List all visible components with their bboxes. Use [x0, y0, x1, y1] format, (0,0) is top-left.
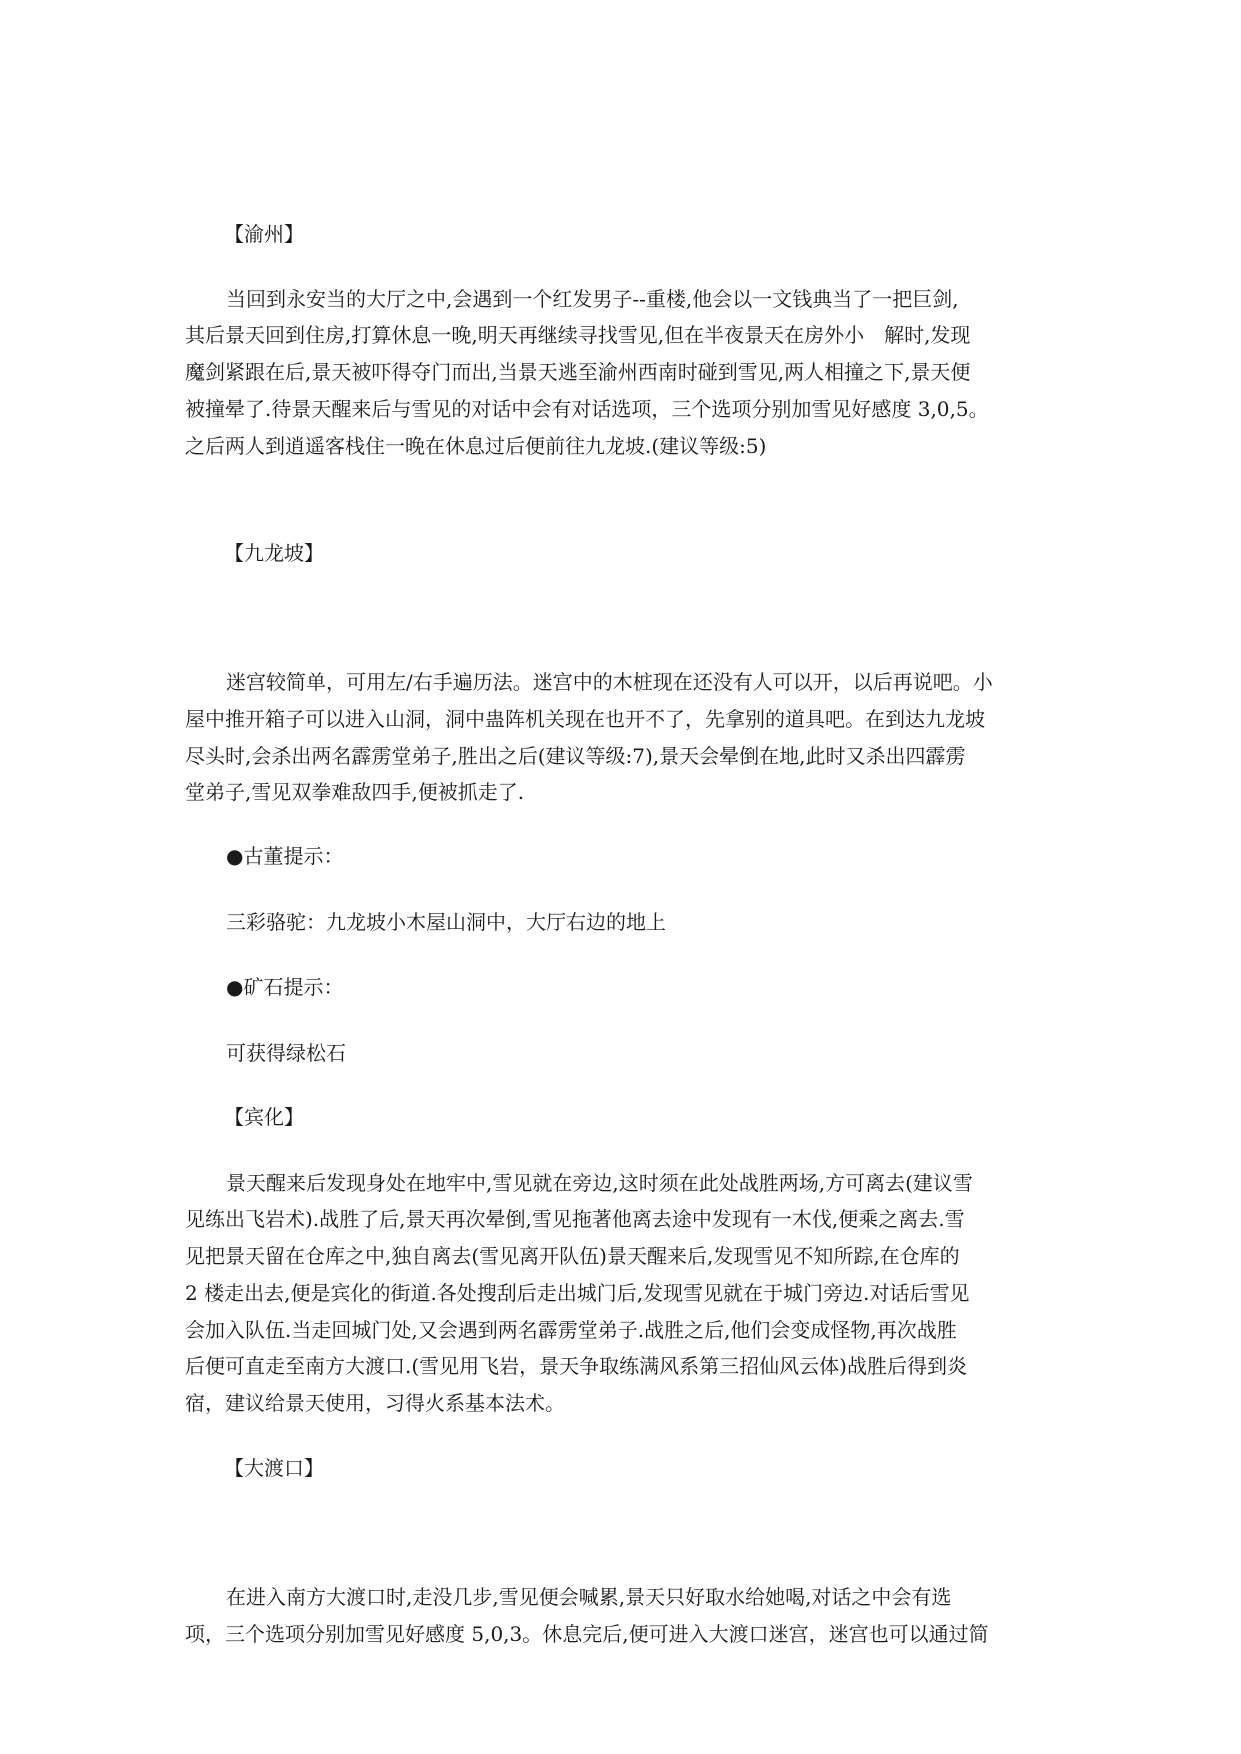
paragraph-line: 尽头时,会杀出两名霹雳堂弟子,胜出之后(建议等级:7),景天会晕倒在地,此时又杀出四霹雳	[185, 744, 966, 768]
antique-hint-text: 三彩骆驼：九龙坡小木屋山洞中，大厅右边的地上	[226, 910, 666, 934]
section-heading-daduko: 【大渡口】	[224, 1456, 324, 1480]
ore-hint-title: ●矿石提示：	[226, 975, 344, 999]
paragraph-line: 迷宫较简单，可用左/右手遍历法。迷宫中的木桩现在还没有人可以开，以后再说吧。小	[226, 670, 993, 694]
paragraph-line: 在进入南方大渡口时,走没几步,雪见便会喊累,景天只好取水给她喝,对话之中会有选	[226, 1585, 952, 1609]
paragraph-line: 会加入队伍.当走回城门处,又会遇到两名霹雳堂弟子.战胜之后,他们会变成怪物,再次战胜	[185, 1318, 957, 1342]
paragraph-line: 其后景天回到住房,打算休息一晚,明天再继续寻找雪见,但在半夜景天在房外小 解时,发现	[185, 323, 971, 347]
paragraph-line: 魔剑紧跟在后,景天被吓得夺门而出,当景天逃至渝州西南时碰到雪见,两人相撞之下,景天便	[185, 360, 971, 384]
paragraph-line: 之后两人到逍遥客栈住一晚在休息过后便前往九龙坡.(建议等级:5)	[185, 434, 767, 458]
paragraph-line: 见把景天留在仓库之中,独自离去(雪见离开队伍)景天醒来后,发现雪见不知所踪,在仓库的	[185, 1244, 960, 1268]
paragraph-line: 堂弟子,雪见双拳难敌四手,便被抓走了.	[185, 780, 525, 804]
paragraph-line: 被撞晕了.待景天醒来后与雪见的对话中会有对话选项，三个选项分别加雪见好感度 3,0,5。	[185, 397, 989, 421]
section-heading-yuzhou: 【渝州】	[224, 222, 304, 246]
section-heading-binhua: 【宾化】	[224, 1105, 304, 1129]
paragraph-line: 后便可直走至南方大渡口.(雪见用飞岩，景天争取练满风系第三招仙风云体)战胜后得到炎	[185, 1354, 967, 1378]
paragraph-line: 项，三个选项分别加雪见好感度 5,0,3。休息完后,便可进入大渡口迷宫，迷宫也可以通过简	[185, 1622, 989, 1646]
paragraph-line: 景天醒来后发现身处在地牢中,雪见就在旁边,这时须在此处战胜两场,方可离去(建议雪	[226, 1171, 973, 1195]
paragraph-line: 当回到永安当的大厅之中,会遇到一个红发男子--重楼,他会以一文钱典当了一把巨剑,	[226, 287, 959, 311]
paragraph-line: 屋中推开箱子可以进入山洞，洞中蛊阵机关现在也开不了，先拿别的道具吧。在到达九龙坡	[185, 707, 985, 731]
paragraph-line: 宿，建议给景天使用，习得火系基本法术。	[185, 1391, 565, 1415]
paragraph-line: 见练出飞岩术).战胜了后,景天再次晕倒,雪见拖著他离去途中发现有一木伐,便乘之离去.雪	[185, 1207, 965, 1231]
section-heading-jiulongpo: 【九龙坡】	[224, 541, 324, 565]
ore-hint-text: 可获得绿松石	[226, 1041, 346, 1065]
antique-hint-title: ●古董提示：	[226, 844, 344, 868]
paragraph-line: 2 楼走出去,便是宾化的街道.各处搜刮后走出城门后,发现雪见就在于城门旁边.对话后雪见	[185, 1281, 970, 1305]
